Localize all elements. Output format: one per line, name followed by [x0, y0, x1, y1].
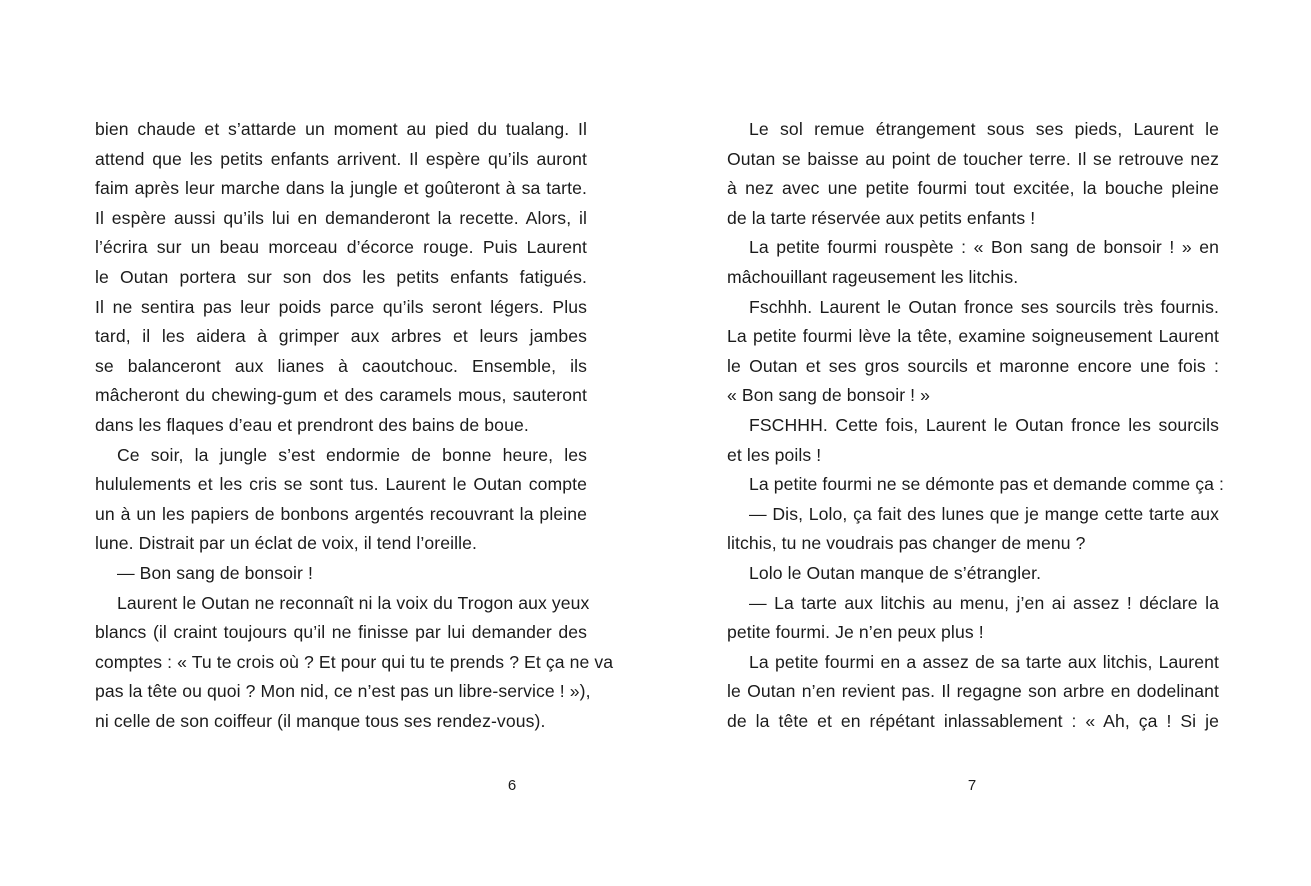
text-line: pas la tête ou quoi ? Mon nid, ce n’est pas un libre-service ! »),: [95, 681, 591, 702]
text-line: La petite fourmi en a assez de sa tarte aux litchis, Laurent: [749, 651, 1219, 672]
text-line: lune. Distrait par un éclat de voix, il tend l’oreille.: [95, 533, 477, 554]
text-line: La petite fourmi lève la tête, examine soigneusement Laurent: [727, 326, 1219, 347]
text-line: Outan se baisse au point de toucher terre. Il se retrouve nez: [727, 148, 1219, 169]
text-line: « Bon sang de bonsoir ! »: [727, 385, 931, 406]
text-line: — Dis, Lolo, ça fait des lunes que je mange cette tarte aux: [749, 503, 1219, 524]
text-line: ni celle de son coiffeur (il manque tous ses rendez-vous).: [95, 710, 546, 731]
text-line: faim après leur marche dans la jungle et goûteront à sa tarte.: [95, 178, 587, 199]
text-line: de la tête et en répétant inlassablement : « Ah, ça ! Si je: [727, 710, 1219, 731]
left-page-text: [95, 115, 614, 736]
text-line: attend que les petits enfants arrivent. Il espère qu’ils auront: [95, 148, 587, 169]
text-line: tard, il les aidera à grimper aux arbres et leurs jambes: [95, 326, 587, 347]
page-number: 6: [507, 777, 517, 794]
text-line: — Bon sang de bonsoir !: [117, 562, 313, 583]
text-line: — La tarte aux litchis au menu, j’en ai assez ! déclare la: [749, 592, 1219, 613]
text-line: Ce soir, la jungle s’est endormie de bonne heure, les: [117, 444, 587, 465]
text-line: mâcheront du chewing-gum et des caramels mous, sauteront: [95, 385, 587, 406]
text-line: litchis, tu ne voudrais pas changer de menu ?: [727, 533, 1086, 554]
text-line: Il espère aussi qu’ils lui en demanderont la recette. Alors, il: [95, 207, 587, 228]
page-number: 7: [967, 777, 977, 794]
text-line: un à un les papiers de bonbons argentés recouvrant la pleine: [95, 503, 587, 524]
text-line: comptes : « Tu te crois où ? Et pour qui tu te prends ? Et ça ne va: [95, 651, 614, 672]
text-line: à nez avec une petite fourmi tout excitée, la bouche pleine: [727, 178, 1219, 199]
text-line: de la tarte réservée aux petits enfants !: [727, 207, 1036, 228]
text-line: Lolo le Outan manque de s’étrangler.: [749, 562, 1042, 583]
text-line: dans les flaques d’eau et prendront des bains de boue.: [95, 414, 529, 435]
text-line: bien chaude et s’attarde un moment au pied du tualang. Il: [95, 119, 587, 139]
right-page-text: [727, 115, 1225, 736]
text-line: le Outan n’en revient pas. Il regagne son arbre en dodelinant: [727, 681, 1219, 702]
text-line: se balanceront aux lianes à caoutchouc. Ensemble, ils: [95, 355, 587, 376]
text-line: La petite fourmi rouspète : « Bon sang de bonsoir ! » en: [749, 237, 1219, 258]
text-line: blancs (il craint toujours qu’il ne finisse par lui demander des: [95, 622, 587, 643]
text-line: l’écrira sur un beau morceau d’écorce rouge. Puis Laurent: [95, 237, 587, 258]
text-line: hululements et les cris se sont tus. Laurent le Outan compte: [95, 474, 587, 495]
text-line: le Outan et ses gros sourcils et maronne encore une fois :: [727, 355, 1219, 376]
text-line: mâchouillant rageusement les litchis.: [727, 266, 1019, 287]
text-line: Le sol remue étrangement sous ses pieds, Laurent le: [749, 119, 1219, 139]
text-line: petite fourmi. Je n’en peux plus !: [727, 622, 984, 643]
text-line: La petite fourmi ne se démonte pas et demande comme ça :: [749, 474, 1225, 495]
text-line: Laurent le Outan ne reconnaît ni la voix du Trogon aux yeux: [117, 592, 590, 613]
text-line: et les poils !: [727, 444, 822, 465]
text-line: Fschhh. Laurent le Outan fronce ses sourcils très fournis.: [749, 296, 1219, 317]
text-line: FSCHHH. Cette fois, Laurent le Outan fronce les sourcils: [749, 414, 1219, 435]
text-line: Il ne sentira pas leur poids parce qu’ils seront légers. Plus: [95, 296, 587, 317]
text-line: le Outan portera sur son dos les petits enfants fatigués.: [95, 266, 587, 287]
